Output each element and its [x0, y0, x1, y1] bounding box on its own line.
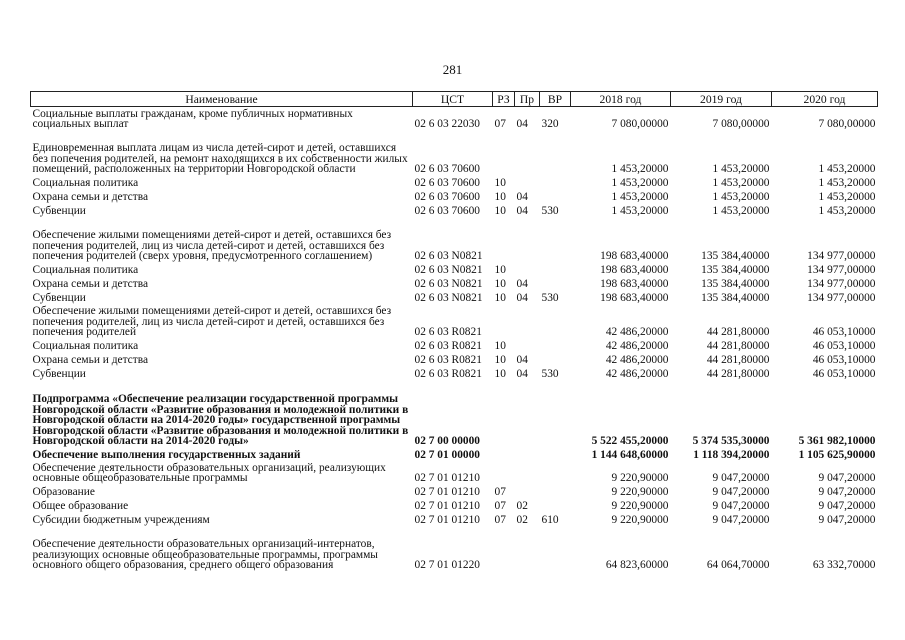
cell-rz: 10: [494, 340, 506, 353]
cell-y2018: 1 453,20000: [611, 205, 669, 218]
cell-name: Обеспечение выполнения государственных заданий: [32, 449, 301, 462]
table-row: [31, 352, 878, 366]
cell-cst: 02 6 03 70600: [414, 205, 480, 218]
cell-pr: [515, 130, 540, 175]
table-row: [31, 290, 878, 304]
cell-y2018: 1 453,20000: [611, 191, 669, 204]
cell-y2019: 135 384,40000: [701, 292, 770, 305]
cell-y2019: 9 047,20000: [712, 500, 770, 513]
cell-vr: [540, 484, 571, 498]
cell-y2020: 63 332,70000: [812, 559, 876, 572]
table-row: [31, 484, 878, 498]
cell-cst: 02 7 00 00000: [414, 435, 480, 448]
cell-rz: [493, 526, 515, 571]
cell-y2018: 198 683,40000: [600, 264, 669, 277]
cell-y2018: 5 522 455,20000: [591, 435, 669, 448]
cell-rz: [493, 380, 515, 447]
cell-y2018: 198 683,40000: [600, 250, 669, 263]
cell-y2019: 9 047,20000: [712, 472, 770, 485]
cell-y2019: 1 118 394,20000: [693, 449, 770, 462]
table-row: [31, 461, 878, 484]
cell-y2019: 9 047,20000: [712, 486, 770, 499]
table-row: [31, 380, 878, 447]
cell-pr: 04: [516, 205, 528, 218]
cell-rz: 10: [494, 264, 506, 277]
cell-y2018: 42 486,20000: [605, 368, 669, 381]
cell-y2020: 46 053,10000: [812, 354, 876, 367]
cell-vr: [540, 175, 571, 189]
table-row: [31, 498, 878, 512]
cell-cst: 02 6 03 70600: [414, 177, 480, 190]
cell-y2019: 9 047,20000: [712, 514, 770, 527]
cell-name: Обеспечение жилыми помещениями детей-сирот и детей, оставшихся без попечения родителей, лиц из числа детей-сирот и детей, оставшихся без попечения родителей: [32, 305, 392, 339]
cell-pr: 04: [516, 368, 528, 381]
cell-y2018: 198 683,40000: [600, 278, 669, 291]
cell-pr: [515, 380, 540, 447]
header-2020: 2020 год: [772, 92, 878, 107]
cell-y2020: 1 453,20000: [818, 163, 876, 176]
cell-name: Охрана семьи и детства: [32, 191, 148, 204]
cell-rz: 10: [494, 354, 506, 367]
cell-y2020: 9 047,20000: [818, 472, 876, 485]
cell-vr: [540, 130, 571, 175]
cell-name: Обеспечение деятельности образовательных организаций, реализующих основные общеобразовательные программы: [32, 461, 386, 485]
cell-rz: 07: [494, 514, 506, 527]
cell-pr: [515, 461, 540, 484]
cell-y2020: 46 053,10000: [812, 368, 876, 381]
cell-name: Обеспечение деятельности образовательных организаций-интернатов, реализующих основные общеобразовательные программы, программы основного общего образования, среднего общего образования: [32, 538, 378, 572]
table-row: [31, 189, 878, 203]
cell-vr: [540, 380, 571, 447]
cell-pr: [515, 447, 540, 461]
cell-cst: 02 7 01 01220: [414, 559, 480, 572]
header-2018: 2018 год: [571, 92, 671, 107]
cell-name: Образование: [32, 486, 95, 499]
cell-cst: 02 6 03 70600: [414, 163, 480, 176]
cell-rz: 07: [494, 500, 506, 513]
cell-name: Субсидии бюджетным учреждениям: [32, 514, 210, 527]
cell-cst: 02 6 03 R0821: [414, 368, 482, 381]
cell-pr: [515, 175, 540, 189]
table-body: [31, 107, 878, 572]
table-row: [31, 217, 878, 262]
cell-rz: [493, 217, 515, 262]
cell-vr: [540, 338, 571, 352]
cell-pr: 04: [516, 292, 528, 305]
cell-y2019: 1 453,20000: [712, 191, 770, 204]
cell-y2020: 5 361 982,10000: [798, 435, 876, 448]
cell-y2019: 64 064,70000: [706, 559, 770, 572]
cell-y2020: 134 977,00000: [807, 250, 876, 263]
table-row: [31, 447, 878, 461]
cell-y2019: 44 281,80000: [706, 340, 770, 353]
table-row: [31, 366, 878, 380]
cell-y2018: 9 220,90000: [611, 472, 669, 485]
cell-name: Субвенции: [32, 368, 86, 381]
cell-pr: 04: [516, 354, 528, 367]
cell-pr: 04: [516, 118, 528, 131]
cell-cst: 02 6 03 N0821: [414, 278, 483, 291]
cell-name: Социальная политика: [32, 340, 139, 353]
header-rz: РЗ: [493, 92, 515, 107]
cell-cst: 02 7 01 01210: [414, 500, 480, 513]
cell-vr: [540, 352, 571, 366]
cell-rz: 10: [494, 292, 506, 305]
header-2019: 2019 год: [671, 92, 772, 107]
cell-y2020: 9 047,20000: [818, 486, 876, 499]
cell-vr: [540, 189, 571, 203]
cell-cst: 02 7 01 01210: [414, 514, 480, 527]
cell-y2020: 1 453,20000: [818, 177, 876, 190]
cell-y2020: 9 047,20000: [818, 514, 876, 527]
cell-name: Социальная политика: [32, 264, 139, 277]
cell-vr: 320: [541, 118, 559, 131]
cell-vr: [540, 498, 571, 512]
header-cst: ЦСТ: [413, 92, 493, 107]
cell-y2019: 7 080,00000: [712, 118, 770, 131]
cell-y2018: 1 453,20000: [611, 177, 669, 190]
cell-name: Социальная политика: [32, 177, 139, 190]
cell-cst: 02 7 01 00000: [414, 449, 480, 462]
cell-vr: 530: [541, 292, 559, 305]
table-row: [31, 203, 878, 217]
cell-cst: 02 6 03 R0821: [414, 354, 482, 367]
cell-pr: 02: [516, 500, 528, 513]
cell-vr: 530: [541, 205, 559, 218]
cell-name: Единовременная выплата лицам из числа детей-сирот и детей, оставшихся без попечения родителей, на ремонт находящихся в их собственности жилых помещений, расположенных на территории Новгородской области: [32, 142, 408, 176]
cell-rz: [493, 447, 515, 461]
header-name: Наименование: [31, 92, 413, 107]
table-row: [31, 107, 878, 131]
cell-y2018: 7 080,00000: [611, 118, 669, 131]
cell-vr: [540, 276, 571, 290]
cell-y2020: 46 053,10000: [812, 340, 876, 353]
cell-y2019: 5 374 535,30000: [692, 435, 770, 448]
cell-rz: 10: [494, 177, 506, 190]
cell-cst: 02 6 03 N0821: [414, 264, 483, 277]
cell-y2019: 1 453,20000: [712, 177, 770, 190]
cell-y2018: 9 220,90000: [611, 514, 669, 527]
header-pr: Пр: [515, 92, 540, 107]
cell-rz: [493, 304, 515, 338]
cell-cst: 02 6 03 N0821: [414, 250, 483, 263]
cell-y2019: 1 453,20000: [712, 205, 770, 218]
cell-vr: [540, 217, 571, 262]
cell-y2018: 64 823,60000: [605, 559, 669, 572]
cell-name: Общее образование: [32, 500, 129, 513]
budget-table: [30, 91, 878, 571]
cell-rz: 10: [494, 368, 506, 381]
page-number: 281: [442, 62, 463, 77]
header-vr: ВР: [540, 92, 571, 107]
cell-y2020: 7 080,00000: [818, 118, 876, 131]
cell-y2019: 44 281,80000: [706, 368, 770, 381]
cell-pr: [515, 338, 540, 352]
table-row: [31, 130, 878, 175]
cell-pr: [515, 304, 540, 338]
cell-y2020: 1 453,20000: [818, 191, 876, 204]
cell-pr: [515, 526, 540, 571]
cell-cst: 02 6 03 R0821: [414, 326, 482, 339]
cell-rz: 10: [494, 278, 506, 291]
cell-y2020: 134 977,00000: [807, 264, 876, 277]
cell-cst: 02 7 01 01210: [414, 486, 480, 499]
cell-cst: 02 6 03 N0821: [414, 292, 483, 305]
cell-name: Субвенции: [32, 205, 86, 218]
cell-y2018: 9 220,90000: [611, 486, 669, 499]
cell-y2020: 1 105 625,90000: [798, 449, 876, 462]
cell-vr: [540, 262, 571, 276]
cell-y2018: 42 486,20000: [605, 326, 669, 339]
table-row: [31, 276, 878, 290]
cell-rz: [493, 461, 515, 484]
cell-y2018: 42 486,20000: [605, 354, 669, 367]
cell-pr: [515, 484, 540, 498]
cell-vr: 530: [541, 368, 559, 381]
cell-vr: [540, 447, 571, 461]
cell-y2018: 1 453,20000: [611, 163, 669, 176]
cell-y2020: 134 977,00000: [807, 292, 876, 305]
cell-rz: [493, 130, 515, 175]
cell-rz: 07: [494, 486, 506, 499]
cell-name: Охрана семьи и детства: [32, 278, 148, 291]
cell-rz: 07: [494, 118, 506, 131]
cell-y2020: 9 047,20000: [818, 500, 876, 513]
cell-y2018: 1 144 648,60000: [591, 449, 669, 462]
cell-name: Подпрограмма «Обеспечение реализации государственной программы Новгородской области «Развитие образования и молодежной политики в Новгородской области на 2014-2020 годы» государственной программы Новгородской области «Развитие образования и молодежной политики в Новгородской области на 2014-2020 годы»: [32, 393, 409, 448]
cell-pr: [515, 262, 540, 276]
cell-y2019: 135 384,40000: [701, 250, 770, 263]
cell-cst: 02 6 03 22030: [414, 118, 480, 131]
table-header-row: [31, 92, 878, 107]
cell-cst: 02 7 01 01210: [414, 472, 480, 485]
cell-rz: 10: [494, 191, 506, 204]
cell-y2020: 134 977,00000: [807, 278, 876, 291]
cell-pr: 04: [516, 278, 528, 291]
cell-vr: [540, 526, 571, 571]
table-row: [31, 526, 878, 571]
cell-y2019: 135 384,40000: [701, 278, 770, 291]
cell-vr: [540, 461, 571, 484]
cell-y2019: 44 281,80000: [706, 326, 770, 339]
cell-y2019: 1 453,20000: [712, 163, 770, 176]
cell-name: Охрана семьи и детства: [32, 354, 148, 367]
cell-y2018: 198 683,40000: [600, 292, 669, 305]
cell-y2018: 9 220,90000: [611, 500, 669, 513]
cell-pr: [515, 217, 540, 262]
cell-y2019: 44 281,80000: [706, 354, 770, 367]
cell-pr: 02: [516, 514, 528, 527]
cell-cst: 02 6 03 R0821: [414, 340, 482, 353]
table-row: [31, 175, 878, 189]
table-row: [31, 338, 878, 352]
cell-name: Субвенции: [32, 292, 86, 305]
table-row: [31, 512, 878, 526]
cell-vr: 610: [541, 514, 559, 527]
cell-vr: [540, 304, 571, 338]
cell-cst: 02 6 03 70600: [414, 191, 480, 204]
table-row: [31, 262, 878, 276]
cell-pr: 04: [516, 191, 528, 204]
cell-name: Социальные выплаты гражданам, кроме публичных нормативных социальных выплат: [32, 107, 353, 131]
cell-y2018: 42 486,20000: [605, 340, 669, 353]
cell-y2020: 46 053,10000: [812, 326, 876, 339]
cell-y2019: 135 384,40000: [701, 264, 770, 277]
cell-name: Обеспечение жилыми помещениями детей-сирот и детей, оставшихся без попечения родителей, лиц из числа детей-сирот и детей, оставшихся без попечения родителей (сверх уровня, предусмотренного соглашением): [32, 229, 392, 263]
cell-rz: 10: [494, 205, 506, 218]
table-row: [31, 304, 878, 338]
cell-y2020: 1 453,20000: [818, 205, 876, 218]
